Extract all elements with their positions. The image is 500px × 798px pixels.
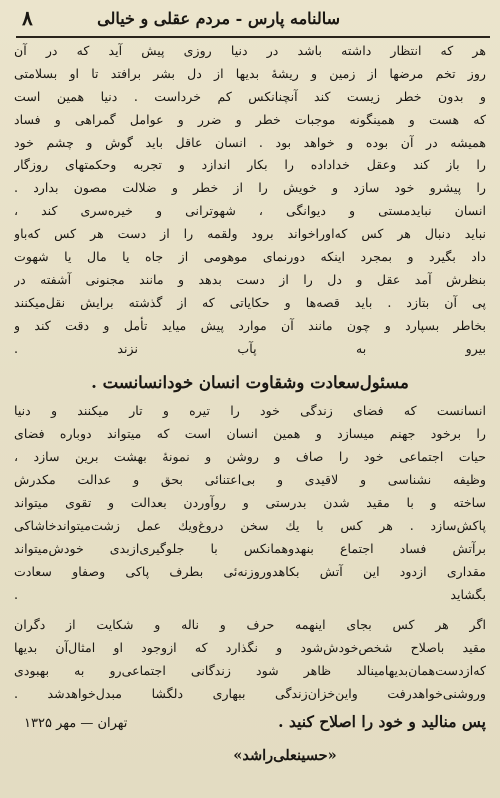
text-line: اگر هر کس بجای اینهمه حرف و ناله و شکایت از دگران [14,617,486,633]
text-line: پاکش‌سازد . هر کس با یك سخن دروغ‌ویك عمل زشت‌میتواندخاشاکی [14,517,486,533]
text-line: و بدون خطر زیست کند آنچنانکس کم خرداست . دنیا همین است [14,88,486,104]
text-line: بنظرش آمد عقل و دل را از دست بدهد و مانند مجنونی آشفته در [14,271,486,287]
running-title: سالنامه پارس - مردم عقلی و خیالی [97,9,340,28]
text-line: را باز کند وعقل خداداده را بکار اندازد و تجربه وحکمتهای روزگار [14,157,486,173]
text-line: که‌ازدست‌همان‌بدیهامینالد ظاهر شود زندگانی اجتماعی‌رو به بهبودی [14,663,486,679]
text-line: هر که انتظار داشته باشد در دنیا روزی پیش آید که در آن [14,43,486,58]
text-line: انسانست که فضای زندگی خود را تیره و تار میکنند و دنیا [14,403,486,419]
page-number: ۸ [22,6,33,30]
text-line: داد بگیرد و بمجرد اینکه دورنمای موهومی از جاه یا مال یا شهوت [14,249,486,265]
closing-row [14,710,486,742]
text-line: انسان نبایدمستی و دیوانگی ، شهوترانی و خیره‌سری کند ، [14,203,486,219]
text-line: حیات اجتماعی خود را صاف و روشن و نمونهٔ بهشت برین سازد ، [14,449,486,465]
text-line: همیشه در آن بوده و خواهد بود . انسان عاقل باید گوش و چشم خود [14,134,486,150]
page-header [16,6,490,38]
text-line: را برخود جهنم میسازد و همین انسان است که میتواند دوباره فضای [14,426,486,442]
paragraph-responsibility [14,400,486,606]
author-signature: «حسینعلی‌راشد» [233,747,337,765]
text-line: برآتش فساد اجتماع بنهدوهمانکس با جلوگیری‌ازبدی خودش‌میتواند [14,540,486,556]
paragraph-intro [14,40,486,360]
text-line: وظیفه نشناسی و لاقیدی و بی‌اعتنائی بحق و عدالت مکدرش [14,472,486,488]
text-line: بخاطر بسپارد و چون مانند آن موارد پیش میاید تأمل و دقت کند و [14,317,486,333]
text-line: را پیشرو خود سازد و خویش را از خطر و ضلالت مصون بدارد . [14,180,486,196]
closing-line: پس منالید و خود را اصلاح کنید . [278,712,486,732]
section-heading: مسئول‌سعادت وشقاوت انسان خودانسانست . [91,373,409,393]
place-date: تهران — مهر ۱۳۲۵ [24,716,128,732]
text-line: که هست و همینگونه موجبات خطر و ضرر و عوامل گمراهی و فساد [14,111,486,127]
paragraph-conclusion [14,614,486,706]
text-line: نباید دنبال هر کس که‌اوراخواند برود ولقمه را از دست هر کس که‌باو [14,226,486,242]
text-line: مقداری ازدود این آتش بکاهدوروزنه‌ئی بطرف پاکی وصفاو سعادت [14,563,486,579]
paragraph-gap [14,606,486,614]
text-line: بیرو به پآب نزند . [14,340,486,356]
text-line: بگشاید . [14,586,486,602]
text-line: وروشنی‌خواهدرفت واین‌خزان‌زندگی ببهاری دلگشا مبدل‌خواهدشد . [14,686,486,702]
text-line: پی آن بتازد . باید قصه‌ها و حکایاتی که از گذشته برایش نقل‌میکنند [14,294,486,310]
text-line: مقید باصلاح شخص‌خودش‌شود و نگذارد که ازوجود او امثال‌آن بدیها [14,640,486,656]
text-line: روز تخم مرضها از زمین و ریشهٔ بدیها از دل بشر برافتد تا او بسلامتی [14,65,486,81]
text-line: ساخته و با مقید شدن بدرستی و روآوردن بعدالت و تقوی میتواند [14,495,486,511]
article-body [14,40,486,770]
